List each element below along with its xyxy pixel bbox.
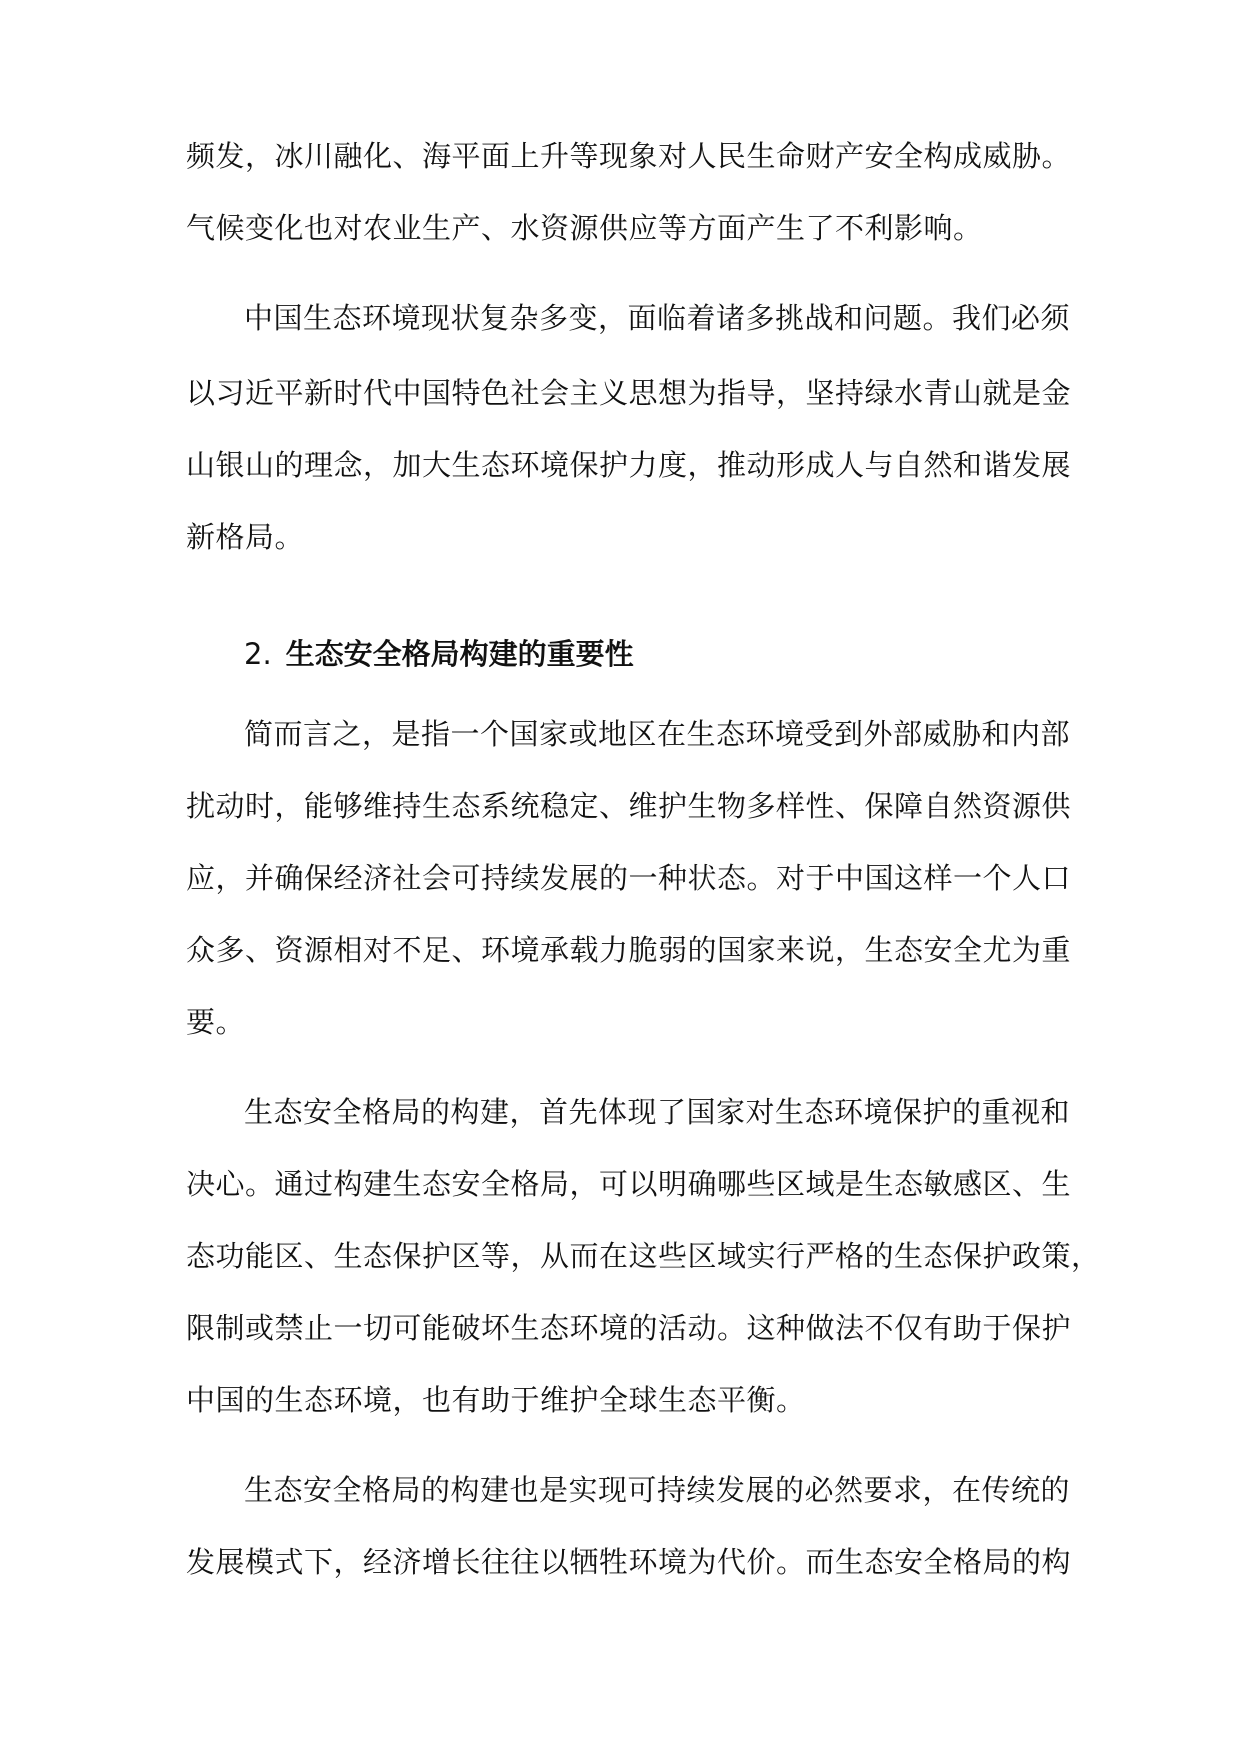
paragraph-3-line-2: 扰动时，能够维持生态系统稳定、维护生物多样性、保障自然资源供	[186, 789, 1072, 823]
paragraph-3-line-3: 应，并确保经济社会可持续发展的一种状态。对于中国这样一个人口	[186, 861, 1072, 895]
paragraph-4-line-1: 生态安全格局的构建，首先体现了国家对生态环境保护的重视和	[244, 1095, 1071, 1129]
section-heading	[244, 636, 634, 672]
paragraph-3-line-5: 要。	[186, 1005, 246, 1039]
section-number: 2.	[244, 637, 272, 671]
paragraph-4-line-5: 中国的生态环境，也有助于维护全球生态平衡。	[186, 1383, 806, 1417]
paragraph-2-line-3: 山银山的理念，加大生态环境保护力度，推动形成人与自然和谐发展	[186, 448, 1072, 482]
paragraph-1-line-2: 气候变化也对农业生产、水资源供应等方面产生了不利影响。	[186, 211, 983, 245]
paragraph-1-line-1: 频发，冰川融化、海平面上升等现象对人民生命财产安全构成威胁。	[186, 139, 1072, 173]
paragraph-2-line-2: 以习近平新时代中国特色社会主义思想为指导，坚持绿水青山就是金	[186, 376, 1072, 410]
paragraph-2-line-4: 新格局。	[186, 520, 305, 554]
paragraph-5-line-2: 发展模式下，经济增长往往以牺牲环境为代价。而生态安全格局的构	[186, 1545, 1072, 1579]
paragraph-3-line-4: 众多、资源相对不足、环境承载力脆弱的国家来说，生态安全尤为重	[186, 933, 1072, 967]
paragraph-5-line-1: 生态安全格局的构建也是实现可持续发展的必然要求，在传统的	[244, 1473, 1071, 1507]
paragraph-4-line-2: 决心。通过构建生态安全格局，可以明确哪些区域是生态敏感区、生	[186, 1167, 1072, 1201]
paragraph-3-line-1: 简而言之，是指一个国家或地区在生态环境受到外部威胁和内部	[244, 717, 1071, 751]
paragraph-4-line-4: 限制或禁止一切可能破坏生态环境的活动。这种做法不仅有助于保护	[186, 1311, 1072, 1345]
paragraph-4-line-3: 态功能区、生态保护区等，从而在这些区域实行严格的生态保护政策，	[186, 1239, 1101, 1273]
section-title: 生态安全格局构建的重要性	[285, 637, 634, 671]
paragraph-2-line-1: 中国生态环境现状复杂多变，面临着诸多挑战和问题。我们必须	[244, 301, 1071, 335]
